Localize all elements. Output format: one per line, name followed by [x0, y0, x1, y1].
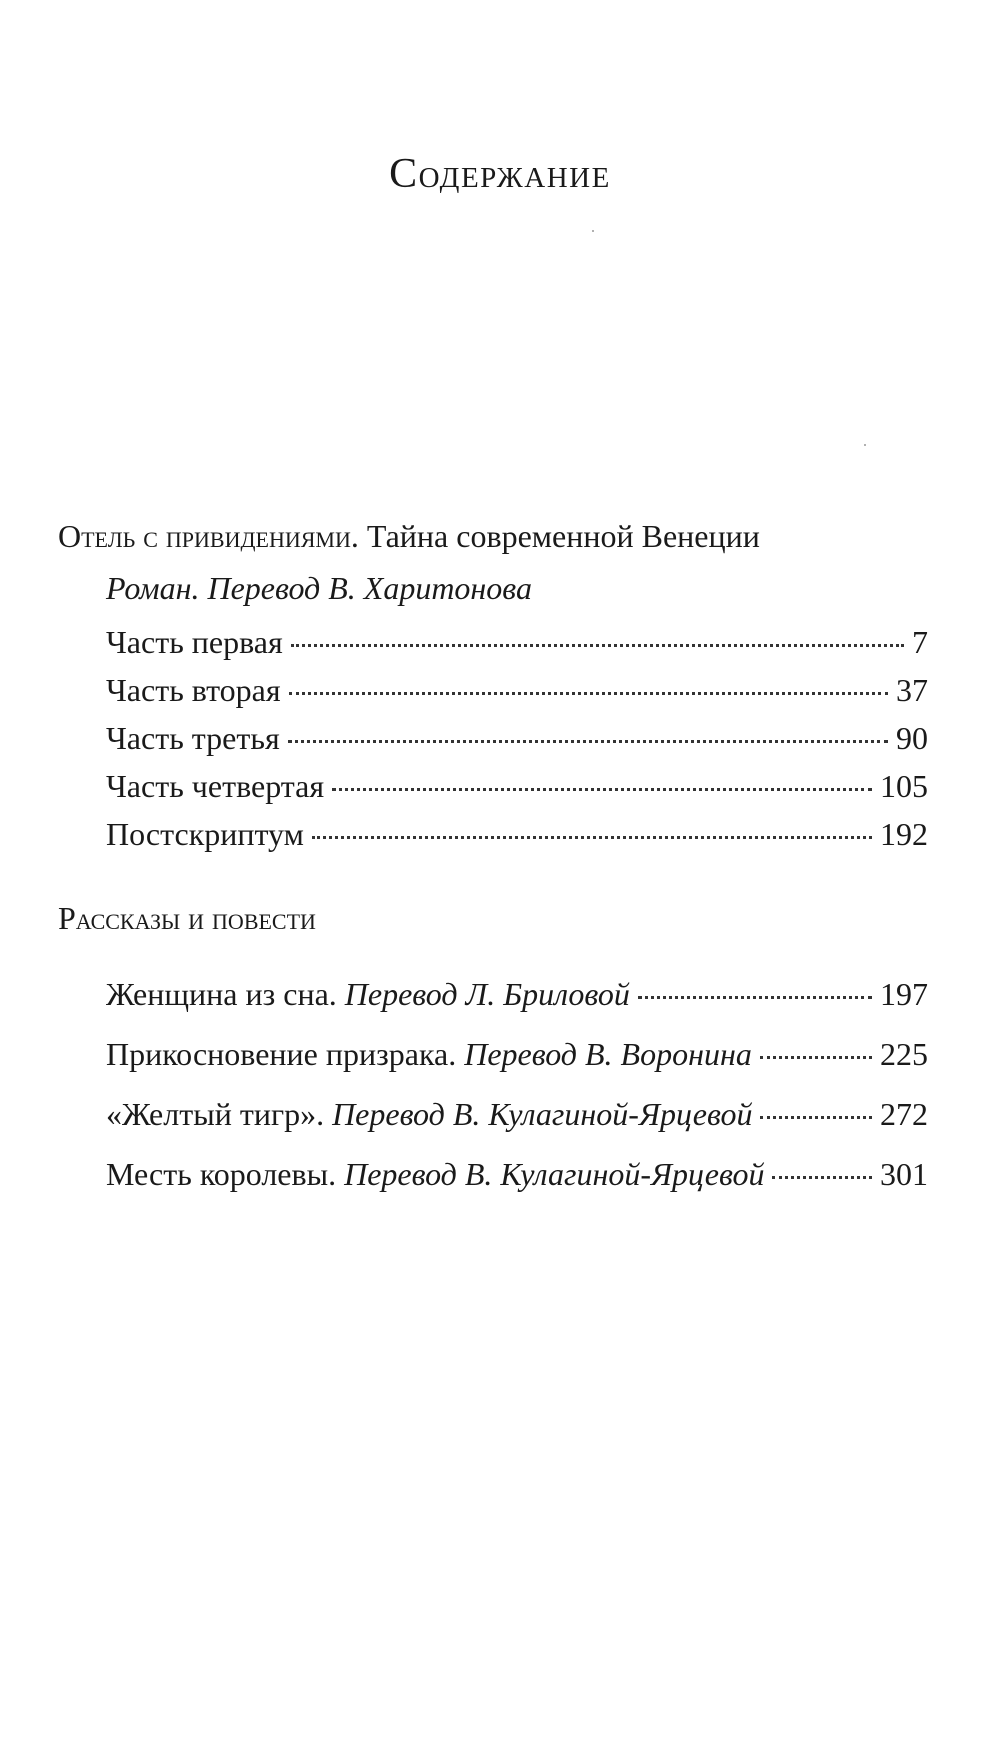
toc-entry-page: 90 — [896, 720, 928, 756]
story-translator: Перевод В. Кулагиной-Ярцевой — [332, 1096, 753, 1132]
story-translator: Перевод В. Кулагиной-Ярцевой — [344, 1156, 765, 1192]
toc-entry-page: 301 — [880, 1156, 928, 1192]
dot-leader — [289, 692, 888, 695]
story-title: Месть королевы. — [106, 1156, 337, 1192]
toc-entry[interactable] — [106, 720, 928, 768]
toc-entry-title — [106, 1036, 752, 1073]
dot-leader — [772, 1176, 872, 1179]
paper-speck — [592, 230, 594, 232]
toc-entry[interactable] — [106, 1036, 928, 1096]
story-title: «Желтый тигр». — [106, 1096, 325, 1132]
toc-entry-title — [106, 1096, 752, 1133]
toc-entry-page: 272 — [880, 1096, 928, 1132]
dot-leader — [760, 1116, 872, 1119]
toc-entry-page: 37 — [896, 672, 928, 708]
section-heading-stories: Рассказы и повести — [58, 900, 316, 936]
story-title: Женщина из сна. — [106, 976, 337, 1012]
toc-entry[interactable] — [106, 768, 928, 816]
toc-entry[interactable] — [106, 672, 928, 720]
novel-subtitle: Роман. Перевод В. Харитонова — [106, 570, 532, 606]
toc-entry-page: 197 — [880, 976, 928, 1012]
toc-entry-page: 192 — [880, 816, 928, 852]
story-translator: Перевод В. Воронина — [464, 1036, 752, 1072]
novel-parts-list — [106, 624, 928, 864]
toc-entry-title: Постскриптум — [106, 816, 304, 852]
toc-entry[interactable] — [106, 624, 928, 672]
toc-entry-title — [106, 1156, 764, 1193]
toc-entry[interactable] — [106, 1096, 928, 1156]
toc-entry-title: Часть вторая — [106, 672, 281, 708]
toc-entry-title: Часть четвертая — [106, 768, 325, 804]
toc-entry-page: 105 — [880, 768, 928, 804]
dot-leader — [312, 836, 872, 839]
section-heading-novel — [58, 518, 760, 555]
toc-entry-page: 225 — [880, 1036, 928, 1072]
dot-leader — [288, 740, 888, 743]
toc-entry-title — [106, 976, 630, 1013]
story-title: Прикосновение призрака. — [106, 1036, 457, 1072]
dot-leader — [291, 644, 904, 647]
section-heading-novel-rest: Тайна современной Венеции — [366, 518, 760, 554]
page-title: Содержание — [389, 151, 611, 197]
dot-leader — [638, 996, 872, 999]
toc-entry[interactable] — [106, 816, 928, 864]
dot-leader — [332, 788, 872, 791]
toc-entry-title: Часть первая — [106, 624, 283, 660]
toc-entry-page: 7 — [912, 624, 928, 660]
dot-leader — [760, 1056, 872, 1059]
story-translator: Перевод Л. Бриловой — [344, 976, 630, 1012]
section-heading-novel-caps: Отель с привидениями. — [58, 518, 359, 554]
paper-speck — [864, 444, 866, 446]
stories-list — [106, 976, 928, 1216]
toc-entry[interactable] — [106, 976, 928, 1036]
toc-entry[interactable] — [106, 1156, 928, 1216]
toc-entry-title: Часть третья — [106, 720, 280, 756]
